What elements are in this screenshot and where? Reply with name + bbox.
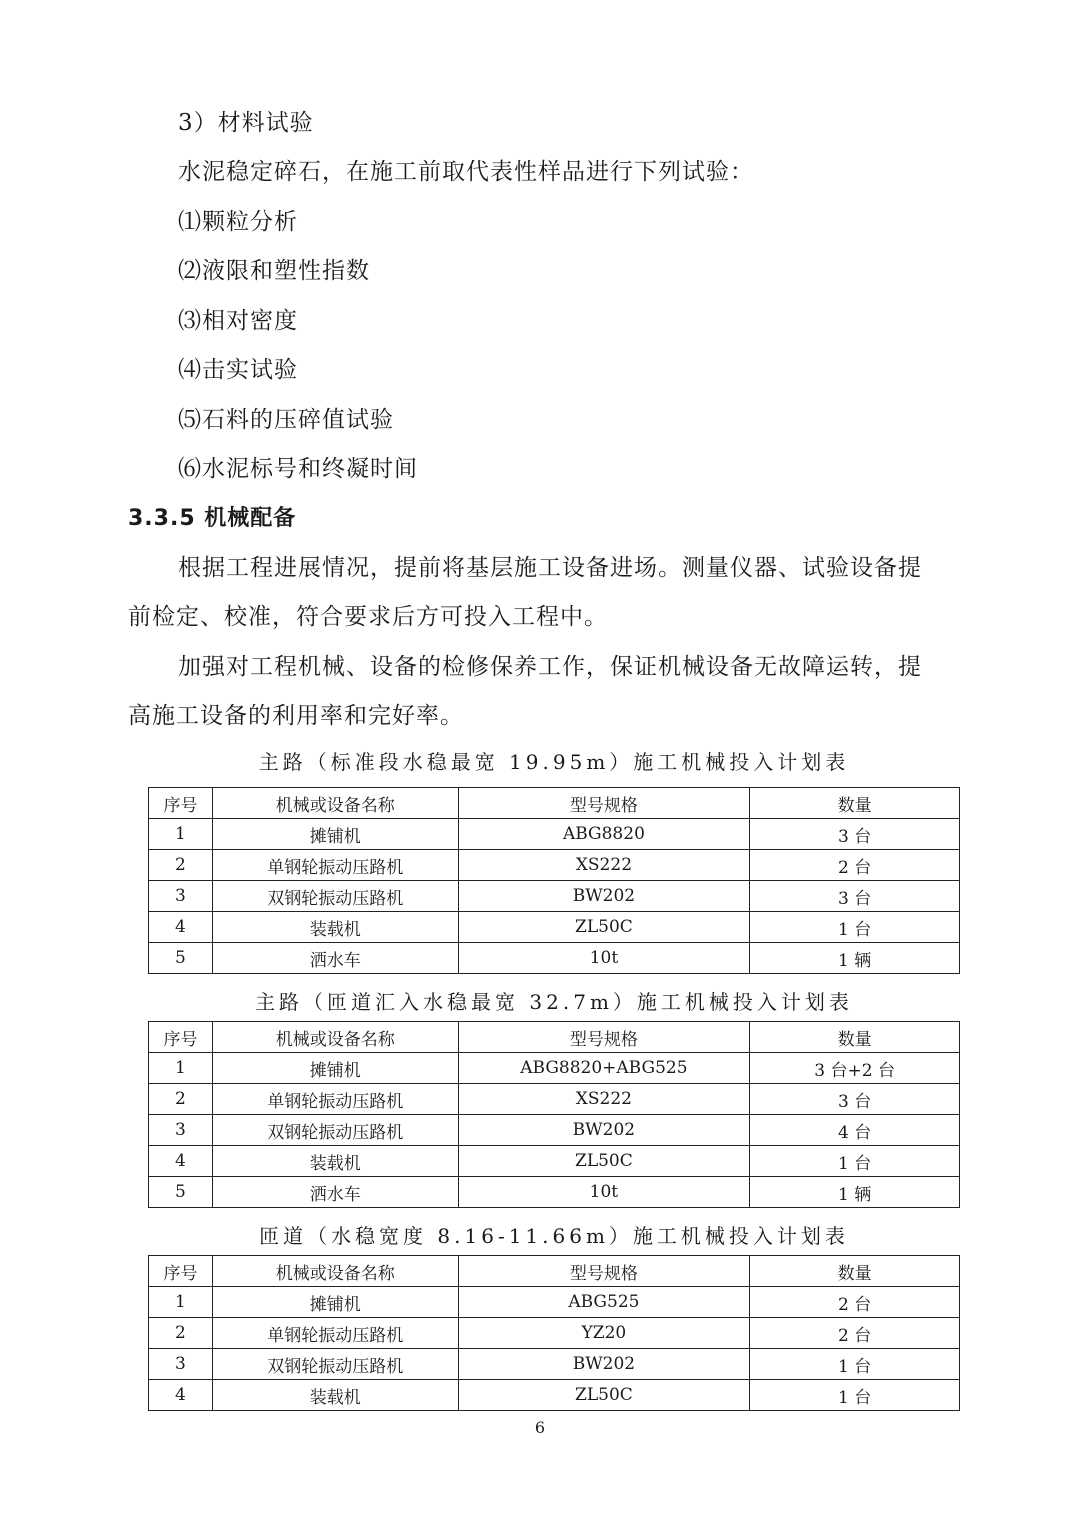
- header-cell: 序号: [149, 788, 213, 819]
- table-cell: BW202: [458, 1349, 750, 1380]
- table-cell: 2 台: [750, 1287, 960, 1318]
- table-cell: 摊铺机: [212, 1053, 458, 1084]
- test-item: ⑸石料的压碎值试验: [178, 407, 394, 433]
- table-row: [149, 1053, 960, 1084]
- table-row: [149, 1380, 960, 1411]
- table-cell: 双钢轮振动压路机: [212, 881, 458, 912]
- table-cell: 2: [149, 1318, 213, 1349]
- table-cell: 单钢轮振动压路机: [212, 1318, 458, 1349]
- table-cell: 装载机: [212, 912, 458, 943]
- table-cell: 3 台: [750, 881, 960, 912]
- table-caption: 主路（匝道汇入水稳最宽 32.7m）施工机械投入计划表: [255, 990, 853, 1014]
- test-item: ⑹水泥标号和终凝时间: [178, 456, 418, 482]
- header-cell: 机械或设备名称: [212, 1256, 458, 1287]
- section-3-title: 3）材料试验: [178, 110, 314, 136]
- table-cell: 1 台: [750, 1349, 960, 1380]
- table-cell: 1: [149, 1053, 213, 1084]
- table-cell: 10t: [458, 943, 750, 974]
- header-cell: 机械或设备名称: [212, 1022, 458, 1053]
- table-cell: 1 辆: [750, 943, 960, 974]
- table-cell: 1 台: [750, 1380, 960, 1411]
- paragraph-line: 根据工程进展情况，提前将基层施工设备进场。测量仪器、试验设备提: [178, 555, 922, 581]
- table-cell: XS222: [458, 850, 750, 881]
- table-row: [149, 1177, 960, 1208]
- header-cell: 型号规格: [458, 788, 750, 819]
- paragraph-line: 前检定、校准，符合要求后方可投入工程中。: [128, 604, 608, 630]
- header-cell: 型号规格: [458, 1256, 750, 1287]
- table-cell: 双钢轮振动压路机: [212, 1349, 458, 1380]
- table-row: [149, 819, 960, 850]
- section-heading: 3.3.5 机械配备: [128, 506, 297, 531]
- table-row: [149, 1349, 960, 1380]
- table-cell: 3 台: [750, 1084, 960, 1115]
- header-cell: 数量: [750, 1022, 960, 1053]
- equipment-table: [148, 1255, 960, 1411]
- table-cell: 2: [149, 1084, 213, 1115]
- section-3-intro: 水泥稳定碎石，在施工前取代表性样品进行下列试验：: [178, 159, 754, 185]
- table-cell: ABG8820+ABG525: [458, 1053, 750, 1084]
- header-cell: 序号: [149, 1022, 213, 1053]
- table-caption: 主路（标准段水稳最宽 19.95m）施工机械投入计划表: [258, 750, 850, 774]
- table-caption: 匝道（水稳宽度 8.16-11.66m）施工机械投入计划表: [259, 1224, 849, 1248]
- table-cell: ABG8820: [458, 819, 750, 850]
- table-header-row: [149, 1256, 960, 1287]
- table-cell: ZL50C: [458, 1380, 750, 1411]
- table-header-row: [149, 788, 960, 819]
- table-cell: 5: [149, 943, 213, 974]
- paragraph-line: 加强对工程机械、设备的检修保养工作，保证机械设备无故障运转，提: [178, 654, 922, 680]
- equipment-table: [148, 1021, 960, 1208]
- table-cell: 4: [149, 1146, 213, 1177]
- table-cell: 3 台+2 台: [750, 1053, 960, 1084]
- table-cell: 3 台: [750, 819, 960, 850]
- table-cell: 单钢轮振动压路机: [212, 1084, 458, 1115]
- equipment-table: [148, 787, 960, 974]
- table-cell: 洒水车: [212, 943, 458, 974]
- header-cell: 序号: [149, 1256, 213, 1287]
- table-cell: 5: [149, 1177, 213, 1208]
- table-cell: ZL50C: [458, 912, 750, 943]
- table-row: [149, 1084, 960, 1115]
- table-cell: 4: [149, 912, 213, 943]
- table-cell: 装载机: [212, 1380, 458, 1411]
- table-row: [149, 1115, 960, 1146]
- test-item: ⑵液限和塑性指数: [178, 258, 370, 284]
- table-cell: 1 辆: [750, 1177, 960, 1208]
- table-cell: 摊铺机: [212, 819, 458, 850]
- table-cell: 摊铺机: [212, 1287, 458, 1318]
- table-cell: 单钢轮振动压路机: [212, 850, 458, 881]
- table-cell: 装载机: [212, 1146, 458, 1177]
- header-cell: 数量: [750, 788, 960, 819]
- table-row: [149, 912, 960, 943]
- table-row: [149, 1287, 960, 1318]
- table-cell: 洒水车: [212, 1177, 458, 1208]
- table-cell: 3: [149, 881, 213, 912]
- table-cell: ABG525: [458, 1287, 750, 1318]
- table-cell: 10t: [458, 1177, 750, 1208]
- table-cell: 双钢轮振动压路机: [212, 1115, 458, 1146]
- table-cell: 3: [149, 1115, 213, 1146]
- table-header-row: [149, 1022, 960, 1053]
- table-cell: ZL50C: [458, 1146, 750, 1177]
- table-cell: BW202: [458, 1115, 750, 1146]
- table-cell: 4: [149, 1380, 213, 1411]
- table-cell: 4 台: [750, 1115, 960, 1146]
- table-cell: 1 台: [750, 1146, 960, 1177]
- table-cell: YZ20: [458, 1318, 750, 1349]
- table-row: [149, 850, 960, 881]
- table-row: [149, 943, 960, 974]
- test-item: ⑷击实试验: [178, 357, 298, 383]
- table-row: [149, 1318, 960, 1349]
- paragraph-line: 高施工设备的利用率和完好率。: [128, 703, 464, 729]
- table-row: [149, 1146, 960, 1177]
- table-cell: XS222: [458, 1084, 750, 1115]
- table-cell: 1: [149, 1287, 213, 1318]
- table-row: [149, 881, 960, 912]
- header-cell: 数量: [750, 1256, 960, 1287]
- table-cell: BW202: [458, 881, 750, 912]
- table-cell: 2: [149, 850, 213, 881]
- table-cell: 1: [149, 819, 213, 850]
- table-cell: 2 台: [750, 1318, 960, 1349]
- test-item: ⑶相对密度: [178, 308, 298, 334]
- header-cell: 机械或设备名称: [212, 788, 458, 819]
- header-cell: 型号规格: [458, 1022, 750, 1053]
- table-cell: 3: [149, 1349, 213, 1380]
- table-cell: 1 台: [750, 912, 960, 943]
- test-item: ⑴颗粒分析: [178, 209, 298, 235]
- page-number: 6: [534, 1418, 546, 1437]
- table-cell: 2 台: [750, 850, 960, 881]
